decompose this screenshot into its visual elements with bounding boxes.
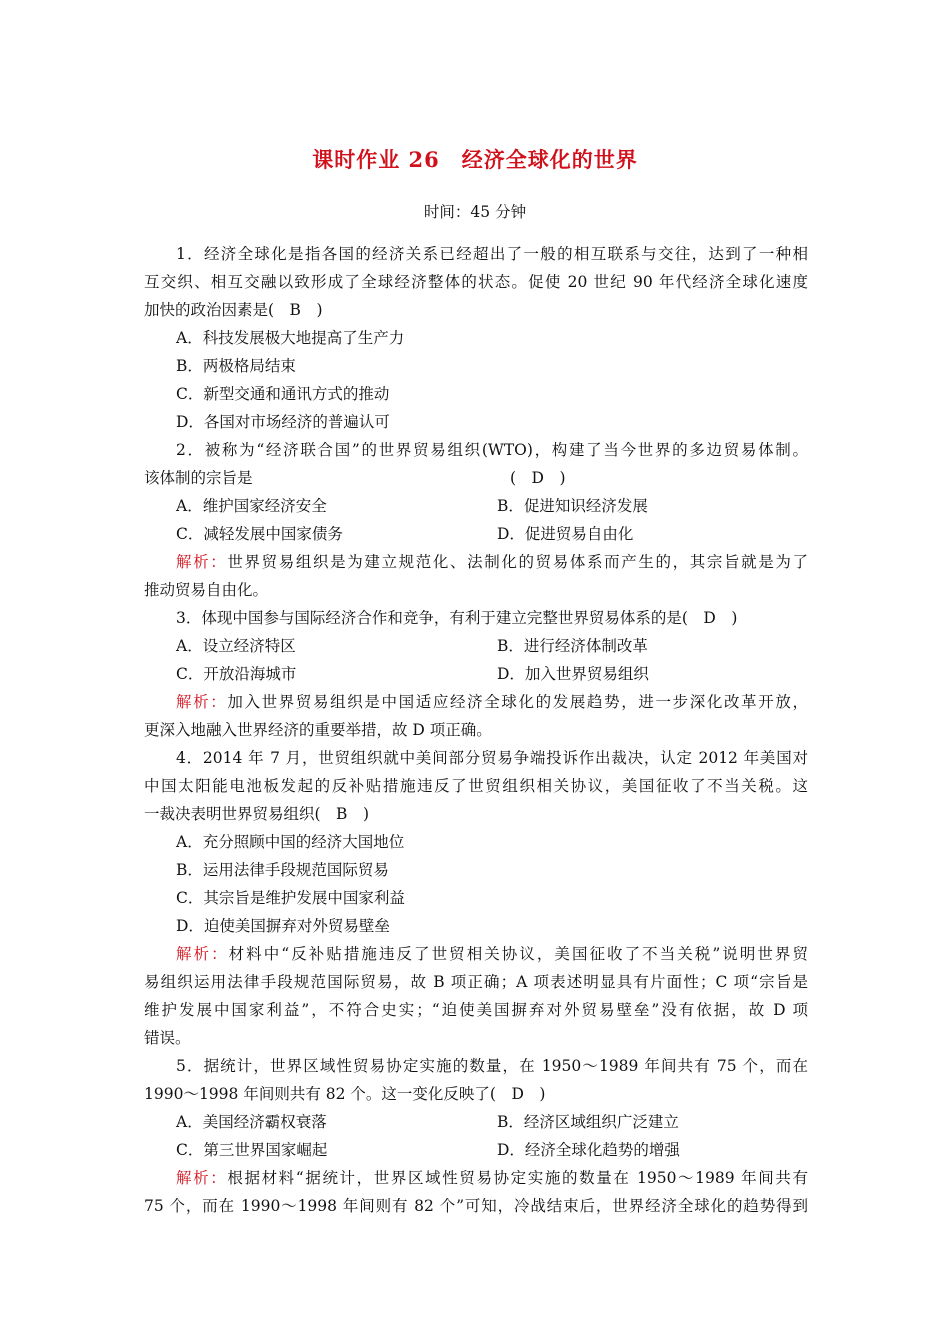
q5-options-row	[144, 1136, 808, 1164]
time-limit: 时间：45 分钟	[423, 203, 527, 221]
q3-option-a: A．设立经济特区	[176, 637, 296, 655]
q5-stem-line: 1990～1998 年间则共有 82 个。这一变化反映了( D )	[144, 1085, 546, 1103]
q3-analysis-line	[144, 688, 808, 716]
q5-option-b: B．经济区域组织广泛建立	[497, 1113, 679, 1131]
q4-analysis-line	[144, 940, 808, 968]
q3-analysis-line: 更深入地融入世界经济的重要举措，故 D 项正确。	[144, 721, 492, 739]
q2-option-c: C．减轻发展中国家债务	[176, 525, 343, 543]
q2-options-row	[144, 520, 808, 548]
q5-option-c: C．第三世界国家崛起	[176, 1141, 328, 1159]
q2-stem-line: 2．被称为“经济联合国”的世界贸易组织(WTO)，构建了当今世界的多边贸易体制。	[176, 441, 808, 459]
q4-option-b: B．运用法律手段规范国际贸易	[176, 861, 389, 879]
q5-option-d: D．经济全球化趋势的增强	[497, 1141, 680, 1159]
q3-option-b: B．进行经济体制改革	[497, 637, 648, 655]
q2-stem-text: 该体制的宗旨是	[144, 469, 253, 487]
analysis-label: 解析：	[176, 945, 229, 963]
q4-option-a: A．充分照顾中国的经济大国地位	[176, 833, 405, 851]
q2-stem-line	[144, 464, 808, 492]
analysis-label: 解析：	[176, 693, 228, 711]
q2-answer: ( D )	[510, 469, 566, 487]
q1-option-c: C．新型交通和通讯方式的推动	[176, 385, 390, 403]
q2-option-a: A．维护国家经济安全	[176, 497, 327, 515]
q3-options-row	[144, 660, 808, 688]
q3-option-c: C．开放沿海城市	[176, 665, 297, 683]
analysis-label: 解析：	[176, 553, 228, 571]
q5-stem-line: 5．据统计，世界区域性贸易协定实施的数量，在 1950～1989 年间共有 75 个，而在	[176, 1057, 808, 1075]
q3-stem-line: 3．体现中国参与国际经济合作和竞争，有利于建立完整世界贸易体系的是( D )	[176, 609, 738, 627]
q4-option-d: D．迫使美国摒弃对外贸易壁垒	[176, 917, 390, 935]
q4-analysis-line: 易组织运用法律手段规范国际贸易，故 B 项正确；A 项表述明显具有片面性；C 项“宗旨是	[144, 973, 808, 991]
q1-option-a: A．科技发展极大地提高了生产力	[176, 329, 405, 347]
q4-option-c: C．其宗旨是维护发展中国家利益	[176, 889, 405, 907]
q4-stem-line: 4．2014 年 7 月，世贸组织就中美间部分贸易争端投诉作出裁决，认定 2012 年美国对	[176, 749, 808, 767]
q1-option-b: B．两极格局结束	[176, 357, 296, 375]
q3-option-d: D．加入世界贸易组织	[497, 665, 649, 683]
q2-analysis-line	[144, 548, 808, 576]
q1-stem-line: 1．经济全球化是指各国的经济关系已经超出了一般的相互联系与交往，达到了一种相	[176, 245, 808, 263]
q4-analysis-text: 材料中“反补贴措施违反了世贸相关协议，美国征收了不当关税”说明世界贸	[228, 945, 808, 963]
q5-options-row	[144, 1108, 808, 1136]
q5-analysis-line	[144, 1164, 808, 1192]
q3-analysis-text: 加入世界贸易组织是中国适应经济全球化的发展趋势，进一步深化改革开放，	[227, 693, 808, 711]
q5-option-a: A．美国经济霸权衰落	[176, 1113, 327, 1131]
q2-options-row	[144, 492, 808, 520]
q5-analysis-text: 根据材料“据统计，世界区域性贸易协定实施的数量在 1950～1989 年间共有	[227, 1169, 808, 1187]
q5-analysis-line: 75 个，而在 1990～1998 年间则有 82 个”可知，冷战结束后，世界经济全球化的趋势得到	[144, 1197, 808, 1215]
q1-stem-line: 互交织、相互交融以致形成了全球经济整体的状态。促使 20 世纪 90 年代经济全球化速度	[144, 273, 808, 291]
q4-analysis-line: 错误。	[144, 1029, 191, 1047]
q2-option-b: B．促进知识经济发展	[497, 497, 648, 515]
q4-stem-line: 一裁决表明世界贸易组织( B )	[144, 805, 369, 823]
q2-analysis-line: 推动贸易自由化。	[144, 581, 269, 599]
page-title: 课时作业 26 经济全球化的世界	[312, 147, 638, 172]
q2-analysis-text: 世界贸易组织是为建立规范化、法制化的贸易体系而产生的，其宗旨就是为了	[227, 553, 808, 571]
q3-options-row	[144, 632, 808, 660]
analysis-label: 解析：	[176, 1169, 228, 1187]
q1-option-d: D．各国对市场经济的普遍认可	[176, 413, 390, 431]
q4-analysis-line: 维护发展中国家利益”，不符合史实；“迫使美国摒弃对外贸易壁垒”没有依据，故 D 项	[144, 1001, 808, 1019]
q4-stem-line: 中国太阳能电池板发起的反补贴措施违反了世贸组织相关协议，美国征收了不当关税。这	[144, 777, 808, 795]
q2-option-d: D．促进贸易自由化	[497, 525, 634, 543]
question-list	[144, 240, 808, 1220]
q1-stem-line: 加快的政治因素是( B )	[144, 301, 323, 319]
